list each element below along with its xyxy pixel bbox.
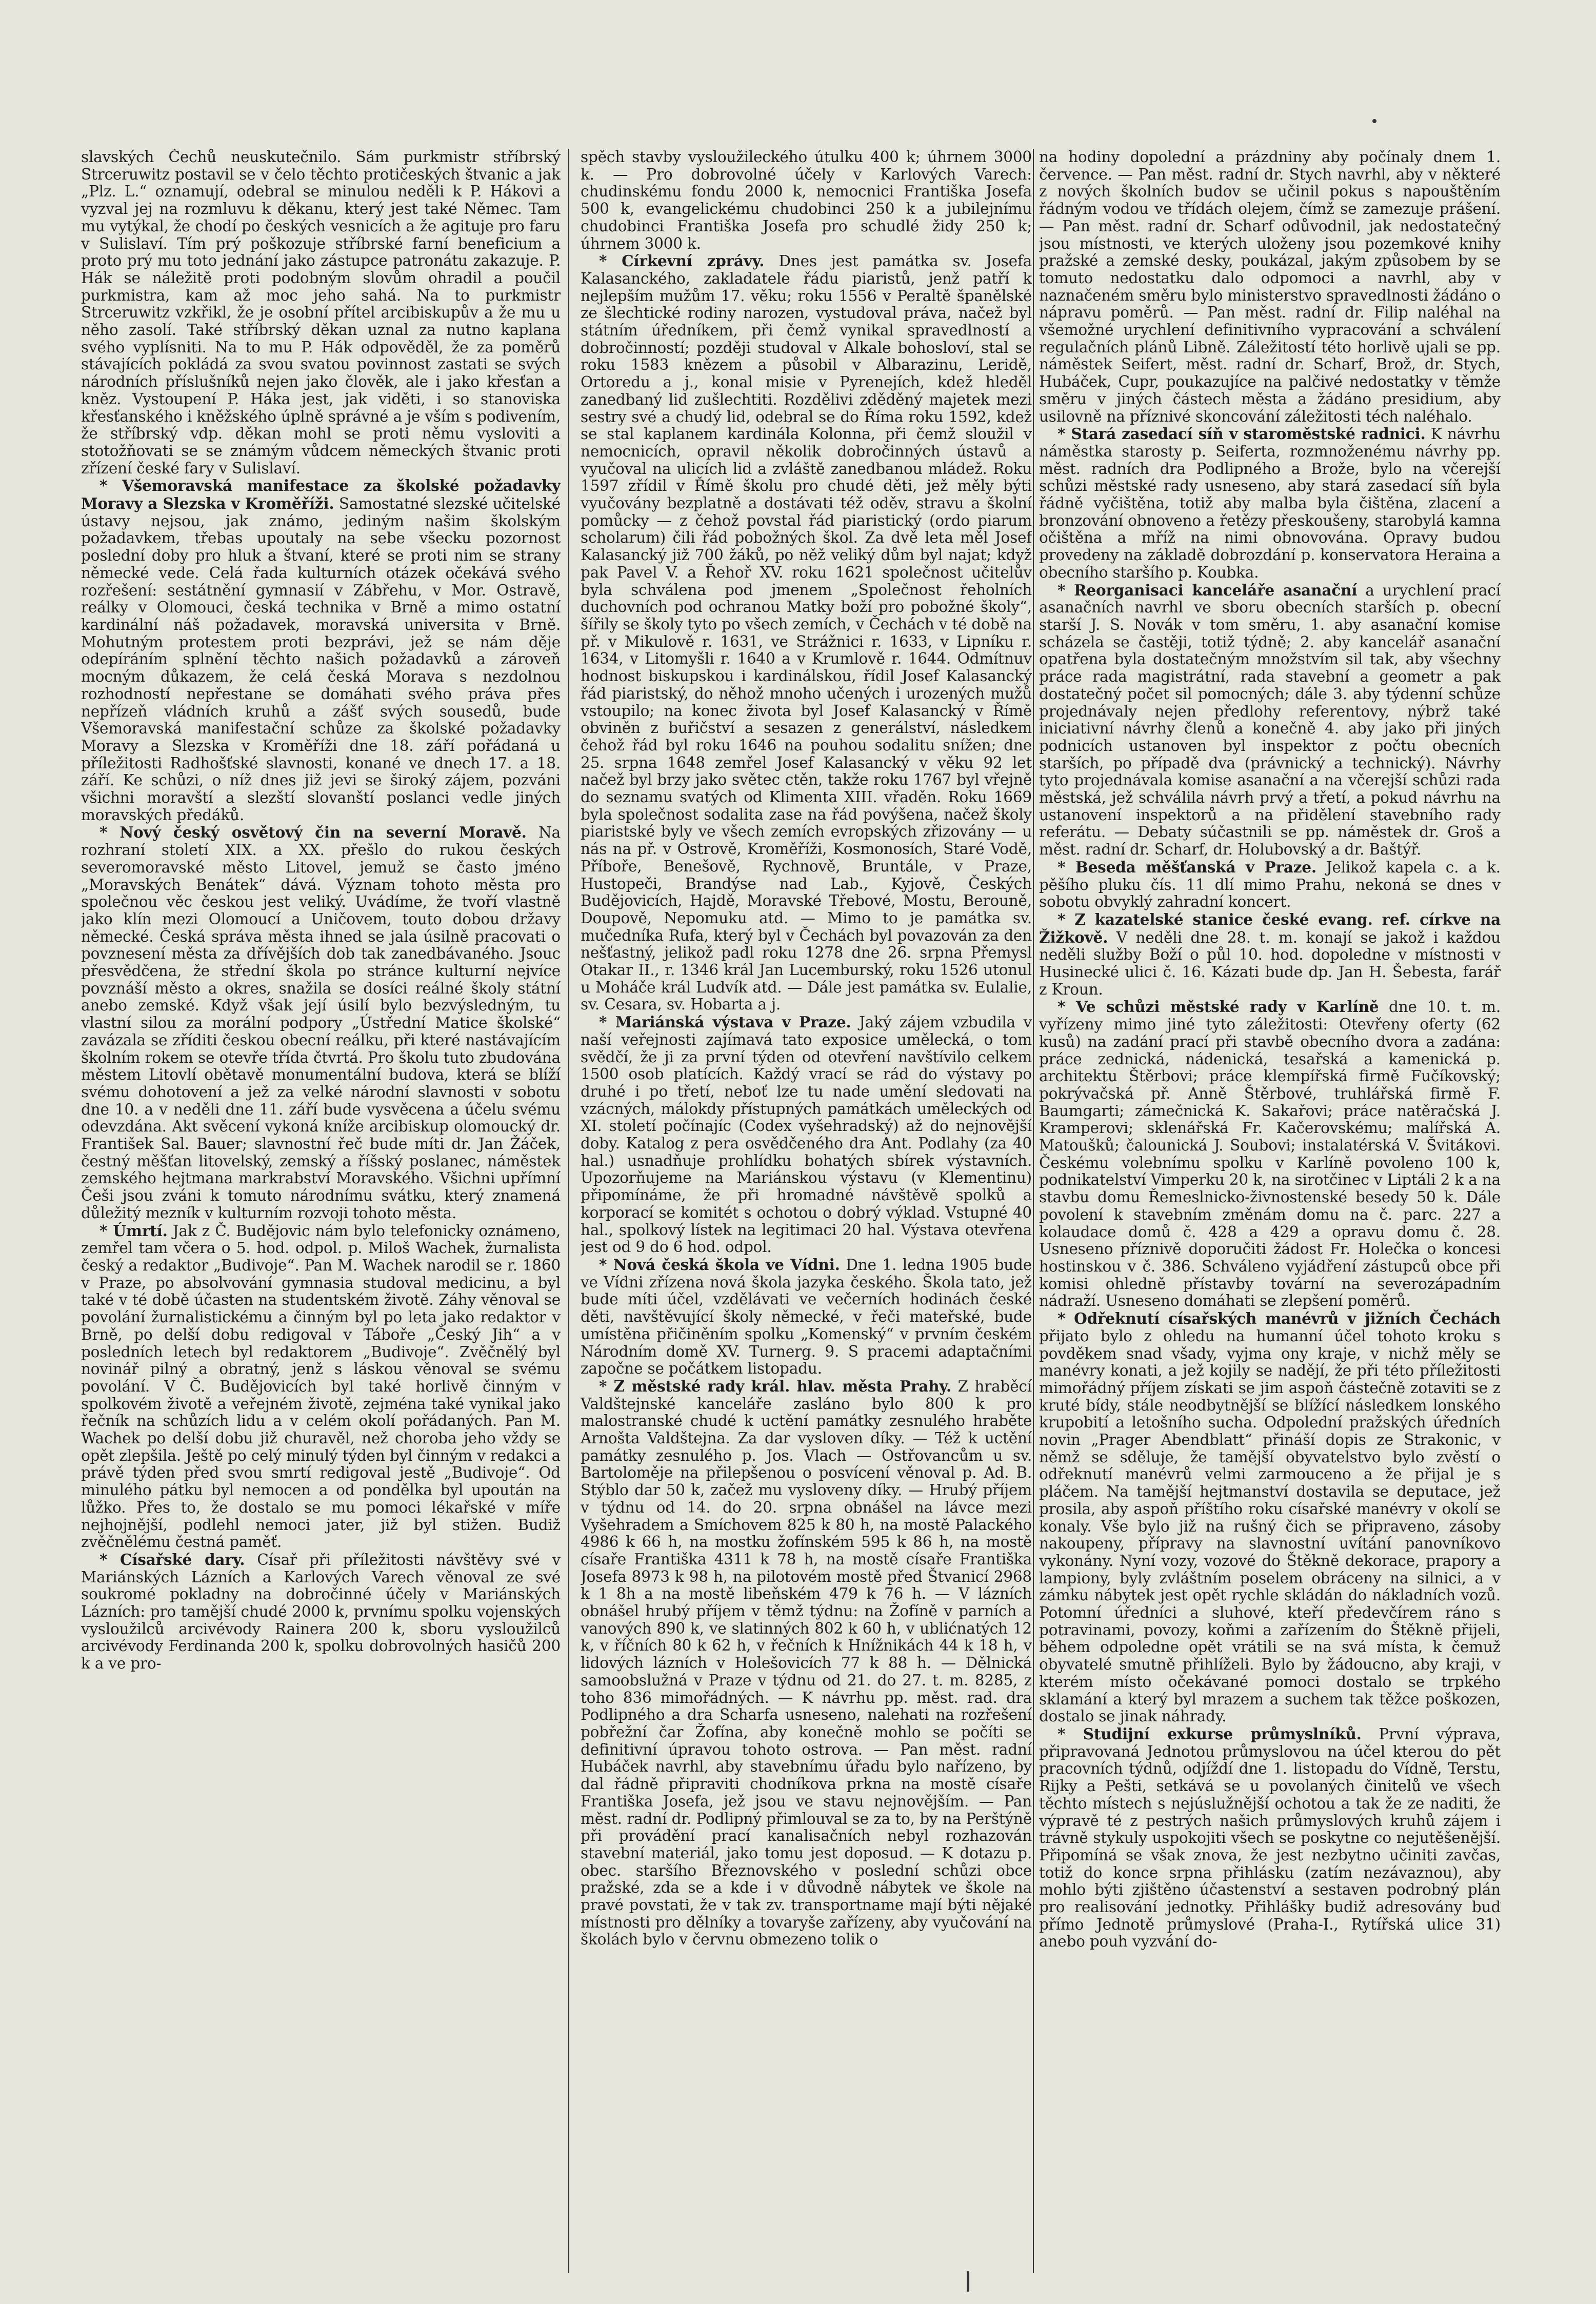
- article-headline: * Nový český osvětový čin na severní Moravě.: [99, 823, 527, 842]
- article-paragraph: [581, 1256, 1032, 1378]
- article-headline: * Beseda měšťanská v Praze.: [1058, 858, 1316, 876]
- article-paragraph: [1039, 859, 1501, 911]
- article-body: Jaký zájem vzbudila v naší veřejnosti zajímavá tato exposice umělecká, o tom svědčí, že ji za první týden od otevření navštívilo celkem 1500 osob platících. Každý vrací se rád do výstavy po druhé i po třetí, neboť lze tu nade umění sledovati na vzácných, málokdy přístupných památkách uměleckých od XI. století počínajíc (Codex vyšehradský) až do nejnovější doby. Katalog z pera osvědčeného dra Ant. Podlahy (za 40 hal.) usnadňuje prohlídku bohatých sbírek výstavních. Upozorňujeme na Mariánskou výstavu (v Klementinu) připomínáme, že při hromadné návštěvě spolků a korporací se komitét s ochotou o dobrý výklad. Vstupné 40 hal., spolkový lístek na legitimaci 20 hal. Výstava otevřena jest od 9 do 6 hod. odpol.: [581, 1014, 1032, 1256]
- text-column-1: [81, 149, 561, 2273]
- article-paragraph: [1039, 1310, 1501, 1725]
- article-continuation: [581, 149, 1032, 252]
- article-headline: * Reorganisaci kanceláře asanační: [1058, 581, 1358, 599]
- article-headline: * Nová česká škola ve Vídni.: [599, 1256, 840, 1274]
- article-body: Dnes jest památka sv. Josefa Kalasanckého, zakladatele řádu piaristů, jenž patří k nejlepším mužům 17. věku; roku 1556 v Peraltě španělské ze šlechtické rodiny narozen, vystudoval práva, načež byl státním úředníkem, při čemž vynikal spravedlností a dobročinností; později studoval v Alkale bohosloví, stal se roku 1583 knězem a působil v Albarazinu, Leridě, Ortoredu a j., konal misie v Pyrenejích, kdež hleděl zanedbaný lid zušlechtiti. Rozdělivi zděděný majetek mezi sestry své a chudý lid, odebral se do Říma roku 1592, kdež se stal kaplanem kardinála Kolonna, při čemž sloužil v nemocnicích, opravil několik dobročinných ústavů a vyučoval na ulicích lid a zvláště zanedbanou mládež. Roku 1597 zřídil v Římě školu pro chudé děti, jež měly býti vyučovány bezplatně a dostávati též oděv, stravu a školní pomůcky — z čehož povstal řád piaristický (ordo piarum scholarum) čili řád pobožných škol. Za dvě leta měl Josef Kalasancký již 700 žáků, po něž veliký dům byl najat; když pak Pavel V. a Řehoř XV. roku 1621 společnost učitelův byla schválena pod jmenem „Společnost řeholních duchovních pod ochranou Matky boží pro pobožné školy“, šířily se školy tyto po všech zemích, v Čechách v té době na př. v Mikulově r. 1631, ve Strážnici r. 1633, v Lipníku r. 1634, v Litomyšli r. 1640 a v Krumlově r. 1644. Odmítnuv hodnost biskupskou i kardinálskou, řídil Josef Kalasancký řád piaristský, do něhož mnoho učených i urozených mužů vstoupilo; na konec života byl Josef Kalasancký v Římě obviněn z buřičství a sesazen z generálství, následkem čehož řád byl roku 1646 na pouhou sodalitu snížen; dne 25. srpna 1648 zemřel Josef Kalasancký v věku 92 let načež byl brzy jako světec ctěn, takže roku 1767 byl vřejně do seznamu svatých od Klimenta XIII. vřaděn. Roku 1669 byla společnost sodalita zase na řád povýšena, načež školy piaristské byly ve všech zemích evropských zřizovány — u nás na př. v Ostrově, Kroměříži, Kosmonosích, Staré Vodě, Příboře, Benešově, Rychnově, Bruntále, v Praze, Hustopeči, Brandýse nad Lab., Kyjově, Českých Budějovicích, Hajdě, Moravské Třebové, Mostu, Berouně, Doupově, Nepomuku atd. — Mimo to je památka sv. mučedníka Rufa, který byl v Čechách byl povazován za den nešťastný, jelikož padl roku 1278 dne 26. srpna Přemysl Otakar II., r. 1346 král Jan Lucemburský, roku 1526 utonul u Moháče král Ludvík atd. — Dále jest památka sv. Eulalie, sv. Cesara, sv. Hobarta a j.: [581, 252, 1032, 1014]
- article-body: Dne 1. ledna 1905 bude ve Vídni zřízena nová škola jazyka českého. Škola tato, jež bude míti účel, vzdělávati ve večerních hodinách české děti, navštěvující školy německé, v řeči mateřské, bude umístěna přičiněním spolku „Komenský“ v prvním českém Národním domě XV. Turnerg. 9. S pracemi adaptačními započne se počátkem listopadu.: [581, 1256, 1032, 1378]
- article-headline: * Stará zasedací síň v staroměstské radnici.: [1058, 425, 1426, 443]
- article-headline: * Ve schůzi městské rady v Karlíně: [1058, 998, 1379, 1016]
- article-headline: * Odřeknutí císařských manévrů v jižních Čechách: [1058, 1309, 1501, 1328]
- article-paragraph: [81, 1222, 561, 1551]
- article-paragraph: [81, 1551, 561, 1673]
- article-headline: * Studijní exkurse průmyslníků.: [1058, 1724, 1362, 1743]
- article-headline: * Z kazatelské stanice české evang. ref. církve na Žižkově.: [1039, 910, 1501, 946]
- article-paragraph: [581, 1378, 1032, 1949]
- article-body: Jak z Č. Budějovic nám bylo telefonicky oznámeno, zemřel tam včera o 5. hod. odpol. p. Miloš Wachek, žurnalista český a redaktor „Budivoje“. Pan M. Wachek narodil se r. 1860 v Praze, po absolvování gymnasia studoval medicinu, a byl také v té době účasten na studentském životě. Záhy věnoval se povolání žurnalistickému a činným byl po leta jako redaktor v Brně, po delší dobu redigoval v Táboře „Český Jih“ a v posledních letech byl redaktorem „Budivoje“. Zvěčnělý byl novinář pilný a obratný, jenž s láskou věnoval se svému povolání. V Č. Budějovicích byl také horlivě činným v spolkovém životě a veřejném životě, zejména také vynikal jako řečník na schůzích lidu a v celém okolí pořádaných. Pan M. Wachek po delší dobu již churavěl, než choroba jeho vždy se opět zlepšila. Ještě po celý minulý týden byl činným v redakci a právě týden před svou smrtí redigoval jestě „Budivoje“. Od minulého pátku byl nemocen a od pondělka byl upoután na lůžko. Přes to, že dostalo se mu pomoci lékařské v míře nejhojnější, podlehl nemoci jater, již byl stižen. Budiž zvěčnělému čestná paměť.: [81, 1222, 561, 1551]
- article-body: dne 10. t. m. vyřízeny mimo jiné tyto záležitosti: Otevřeny oferty (62 kusů) na zadání prací při stavbě obecního dvora a zadána: práce zednická, nádenická, tesařská a kamenická p. architektu Štěrbovi; práce klempířská firmě Fučíkovský; pokrývačská př. Anně Štěrbové, truhlářská firmě F. Baumgarti; zámečnická K. Sakařovi; práce natěračská J. Kramperovi; sklenářská Fr. Kačerovskému; malířská A. Matoušků; čalounická J. Soubovi; instalatérská V. Švitákovi. Českému volebnímu spolku v Karlíně povoleno 100 k, podnikatelství Vimperku 20 k, na sirotčinec v Liptáli 2 k a na stavbu domu Řemeslnicko-živnostenské besedy 50 k. Dále povolení k stavebním změnám domu na č. parc. 227 a kolaudace domů č. 428 a 429 a opravu domu č. 28. Usneseno příznivě doporučiti žádost Fr. Holečka o koncesi hostinskou v č. 386. Schváleno vyjádření zástupců obce při komisi ohledně přístavby tovární na severozápadním nádraží. Usneseno domáhati se zlepšení poměrů.: [1039, 998, 1501, 1310]
- article-body: přijato bylo z ohledu na humanní účel tohoto kroku s povděkem snad všady, vyjma ony kraje, v nichž měly se manévry konati, a jež kojily se nadějí, že při této příležitosti mimořádný příjem získati se jim aspoň částečně zotaviti se z kruté bídy, stále neodbytnější se blížící následkem lonského krupobití a letošního sucha. Odpolední pražských úředních novin „Prager Abendblatt“ přináší dopis ze Strakonic, v němž se sděluje, že tamější obyvatelstvo bylo zvěstí o odřeknutí manévrů velmi zarmouceno a že přijal je s pláčem. Na tamější hejtmanství dostavila se deputace, jež prosila, aby aspoň příštího roku císařské manévry v okolí se konaly. Vše bylo již na rušný čich se připraveno, zásoby nakoupeny, přípravy na slavnostní uvítání panovníkovo vykonány. Nyní vozy, vozové do Štěkně dekorace, prapory a lampiony, byly zvláštním poselem obráceny na silnici, a v zámku nábytek jest opět rychle skládán do nákladních vozů. Potomní úředníci a sluhové, kteří předevčírem ráno s potravinami, povozy, koňmi a zařízením do Štěkně přijeli, během odpoledne opět vrátili se na svá místa, k čemuž obyvatelé smutně přihlíželi. Bylo by žádoucno, aby kraji, v kterém místo očekávané pomoci dostalo se trpkého sklamání a který byl mrazem a suchem tak těžce poškozen, dostalo se jinak náhrady.: [1039, 1327, 1501, 1725]
- article-body: K návrhu náměstka starosty p. Seiferta, rozmnoženému návrhy pp. měst. radních dra Podlipného a Brože, bylo na včerejší schůzi městské rady usneseno, aby stará zasedací síň byla řádně vyčištěna, totiž aby malba byla čištěna, zlacení a bronzování obnoveno a řetězy přeskoušeny, starobylá kamna očištěna a mříž na nimi obnovována. Opravy budou provedeny na základě dobrozdání p. konservatora Heraina a obecního staršího p. Koubka.: [1039, 425, 1501, 581]
- article-body: a urychlení prací asanačních navrhl ve sboru obecních starších p. obecní starší J. S. Novák v tom směru, 1. aby asanační komise scházela se častěji, totiž týdně; 2. aby kancelář asanační opatřena byla dostatečným množstvím sil tak, aby všechny práce rada magistrátní, rada stavební a geometr a pak dostatečný počet sil pomocných; dále 3. aby týdenní schůze projednávaly nejen předlohy referentovy, nýbrž také iniciativní návrhy členů a konečně 4. aby jako při jiných podnicích ustanoven byl inspektor z počtu obecních starších, po případě dva (právnický a technický). Návrhy tyto projednávala komise asanační a na včerejší schůzi rada městská, jež schválila návrh prvý a třetí, a pokud návrhu na ustanovení inspektorů a na přidělení stavebního rady referátu. — Debaty súčastnili se pp. náměstek dr. Groš a měst. radní dr. Scharf, dr. Holubovský a dr. Baštýř.: [1039, 581, 1501, 859]
- article-paragraph: [81, 477, 561, 824]
- article-paragraph: [1039, 998, 1501, 1310]
- article-paragraph: [581, 1014, 1032, 1256]
- article-body: spěch stavby vysloužileckého útulku 400 k; úhrnem 3000 k. — Pro dobrovolné účely v Karlových Varech: chudinskému fondu 2000 k, nemocnici Františka Josefa 500 k, evangelickému chudobinci 250 k a jubilejnímu chudobinci Františka Josefa pro schudlé židy 250 k; úhrnem 3000 k.: [581, 149, 1032, 252]
- article-continuation: [1039, 149, 1501, 425]
- column-rule: [1033, 149, 1034, 2273]
- article-paragraph: [1039, 1725, 1501, 1951]
- print-speck: [967, 2271, 969, 2292]
- article-headline: * Církevní zprávy.: [599, 252, 765, 270]
- article-paragraph: [1039, 425, 1501, 581]
- article-paragraph: [1039, 582, 1501, 859]
- text-column-3: [1039, 149, 1501, 2273]
- article-body: na hodiny dopolední a prázdniny aby počínaly dnem 1. července. — Pan měst. radní dr. Stych navrhl, aby v některé z nových školních budov se učinil pokus s napouštěním řádným vodou ve třídách olejem, čímž se zamezuje prášení. — Pan měst. radní dr. Scharf odůvodnil, jak nedostatečný jsou místnosti, ve kterých uloženy jsou pozemkové knihy pražské a zemské desky, poukázal, jakým způsobem by se tomuto nedostatku dalo odpomoci a navrhl, aby v naznačeném směru bylo ministerstvo spravedlnosti žádáno o nápravu poměrů. — Pan měst. radní dr. Filip naléhal na všemožné urychlení definitivního vypracování a schválení regulačních plánů Libně. Záležitostí této horlivě ujali se pp. náměstek Seifert, měst. radní dr. Scharf, Brož, dr. Stych, Hubáček, Cupr, poukazujíce na palčivé nedostatky v těmže směru v jiných částech města a žádáno presidium, aby usilovně na příznivé skoncování záležitosti téch naléhalo.: [1039, 149, 1501, 425]
- article-paragraph: [581, 252, 1032, 1014]
- article-body: Jelikož kapela c. a k. pěšího pluku čís. 11 dlí mimo Prahu, nekoná se dnes v sobotu obvyklý zahradní koncert.: [1039, 858, 1501, 911]
- article-paragraph: [1039, 911, 1501, 999]
- article-body: Císař při příležitosti návštěvy své v Mariánských Lázních a Karlových Varech věnoval ze své soukromé pokladny na dobročinné účely v Mariánských Lázních: pro tamější chudé 2000 k, prvnímu spolku vojenských vysloužilců arcivévody Rainera 200 k, sboru vysloužilců arcivévody Ferdinanda 200 k, spolku dobrovolných hasičů 200 k a ve pro-: [81, 1551, 561, 1673]
- article-paragraph: [81, 824, 561, 1222]
- article-body: slavských Čechů neuskutečnilo. Sám purkmistr stříbrský Strceruwitz postavil se v čelo těchto protičeských štvanic a jak „Plz. L.“ oznamují, odebral se minulou neděli k P. Hákovi a vyzval jej na rozmluvu k děkanu, který jest také Němec. Tam mu vytýkal, že chodí po českých vesnicích a že agituje pro faru v Sulislaví. Tím prý poškozuje stříbrské farní beneficium a proto prý mu toto jednání jako zástupce patronátu zakazuje. P. Hák se náležitě proti podobným slovům ohradil a poučil purkmistra, kam až moc jeho sahá. Na to purkmistr Strceruwitz vzkřikl, že je osobní přítel arcibiskupův a že mu u něho zasolí. Také stříbrský děkan uznal za nutno kaplana svého vyplísniti. Na to mu P. Hák odpověděl, že za poměrů stávajících pokládá za svou svatou povinnost zastati se svých národních příslušníků nejen jako člověk, ale i jako křesťan a kněz. Vystoupení P. Háka jest, jak viděti, i so stanoviska křesťanského i kněžského úplně správné a je vším s podivením, že stříbrský vdp. děkan mohl se proti němu vysloviti a stotožňovati se se známým vůdcem německých štvanic proti zřízení české fary v Sulislaví.: [81, 149, 561, 477]
- text-column-2: [581, 149, 1032, 2273]
- article-headline: * Císařské dary.: [99, 1550, 245, 1568]
- article-headline: * Z městské rady král. hlav. města Prahy.: [599, 1377, 952, 1395]
- article-headline: * Všemoravská manifestace za školské požadavky Moravy a Slezska v Kroměříži.: [81, 476, 561, 513]
- article-body: První výprava, připravovaná Jednotou průmyslovou na účel kterou do pět pracovních týdnů, odjíždí dne 1. listopadu do Vídně, Terstu, Rijky a Pešti, setkává se u povolaných činitelů ve všech těchto místech s nejúslužnější ochotou a tak že ze naditi, že výpravě té z pestrých našich průmyslových kruhů zájem i trávně stykuly uspokojiti všech se poskytne co nejutěšenější. Připomíná se však znova, že jest nezbytno učiniti zavčas, totiž do konce srpna přihlásku (zatím nezávaznou), aby mohlo býti zjištěno účastenství a sestaven podrobný plán pro realisování jednotky. Přihlášky budiž adresovány buď přímo Jednotě průmyslové (Praha-I., Rytířská ulice 31) anebo pouh vyzvání do-: [1039, 1725, 1501, 1951]
- article-headline: * Mariánská výstava v Praze.: [599, 1013, 851, 1031]
- print-speck: [1372, 119, 1376, 123]
- article-body: Na rozhraní století XIX. a XX. přešlo do rukou českých severomoravské město Litovel, jemuž se často jméno „Moravských Benátek“ dává. Význam tohoto města pro společnou věc českou jest veliký. Uvádíme, že tvoří vlastně jako klín mezi Olomoucí a Uničovem, touto dobou državy německé. Česká správa města ihned se jala úsilně pracovati o povznesení města za dřívějších dob tak zanedbávaného. Jsouc přesvědčena, že střední škola po stránce kulturní nejvíce povznáší město a okres, snažila se dosíci reálné školy státní anebo zemské. Když však její úsilí bylo bezvýsledným, tu vlastní silou za morální podpory „Ústřední Matice školské“ zavázala se zříditi českou obecní reálku, při které nastávajícím školním rokem se otevře třída čtvrtá. Pro školu tuto zbudována městem Litovlí obětavě monumentální budova, která se blíží svému dohotovení a jež za velké národní slavnosti v sobotu dne 10. a v neděli dne 11. září bude vysvěcena a účelu svému odevzdána. Akt svěcení vykoná kníže arcibiskup olomoucký dr. František Sal. Bauer; slavnostní řeč bude míti dr. Jan Žáček, čestný měšťan litovelský, zemský a říšský poslanec, náměstek zemského hejtmana markrabství Moravského. Všichni upřímní Češi jsou zváni k tomuto národnímu svátku, který znamená důležitý mezník v kulturním rozvoji tohoto města.: [81, 824, 561, 1222]
- article-body: Samostatné slezské učitelské ústavy nejsou, jak známo, jediným našim školským požadavkem, třebas upoutaly na sebe všecku pozornost poslední doby pro hluk a štvaní, které se proti nim se strany německé vede. Celá řada kulturních otázek očekává svého rozřešení: sestátnění gymnasií v Zábřehu, v Mor. Ostravě, reálky v Olomouci, česká technika v Brně a mimo ostatní kardinální náš požadavek, moravská universita v Brně. Mohutným protestem proti bezprávi, jež se nám děje odepíráním splnění těchto našich požadavků a zároveň mocným důkazem, že celá česká Morava s nezdolnou rozhodností nepřestane se domáhati svého práva přes nepřízeň vládních kruhů a zášť svých sousedů, bude Všemoravská manifestační schůze za školské požadavky Moravy a Slezska v Kroměříži dne 18. září pořádaná u příležitosti Radhošťské slavnosti, konané ve dnech 17. a 18. září. Ke schůzi, o níž dnes již jevi se široký zájem, pozváni všichni moravští a slezští slovanští poslanci vedle jiných moravských předáků.: [81, 495, 561, 824]
- article-body: V neděli dne 28. t. m. konají se jakož i každou neděli služby Boží o půl 10. hod. dopoledne v místnosti v Husinecké ulici č. 16. Kázati bude dp. Jan H. Šebesta, farář z Kroun.: [1039, 928, 1501, 998]
- article-body: Z hraběcí Valdštejnské kanceláře zasláno bylo 800 k pro malostranské chudé k uctění památky zesnulého hraběte Arnošta Valdštejna. Za dar vysloven díky. — Též k uctění památky zesnulého p. Jos. Vlach — Ostřovancům u sv. Bartoloměje na přilepšenou o posvícení věnoval p. Ad. B. Stýblo dar 50 k, začež mu vysloveny díky. — Hrubý příjem v týdnu od 14. do 20. srpna obnášel na lávce mezi Vyšehradem a Smíchovem 825 k 80 h, na mostě Palackého 4986 k 66 h, na mostku žofínském 595 k 86 h, na mostě císaře Františka 4311 k 78 h, na mostě císaře Františka Josefa 8973 k 98 h, na pilotovém mostě před Štvanicí 2968 k 1 8h a na mostě libeňském 479 k 76 h. — V lázních obnášel hrubý příjem v těmž týdnu: na Žofíně v parních a vanových 890 k, ve slatinných 802 k 60 h, v ublićnatých 12 k, v říčních 80 k 62 h, v řečních k Hnížnikách 44 k 18 h, v lidových lázních v Holešovicích 77 k 88 h. — Dělnická samoobslužná v Praze v týdnu od 21. do 27. t. m. 8285, z toho 836 mimořádných. — K návrhu pp. měst. rad. dra Podlipného a dra Scharfa usneseno, nalehati na rozřešení pobřežní čar Žofína, aby konečně mohlo se počíti se definitivní úpravou tohoto ostrova. — Pan měst. radní Hubáček navrhl, aby stavebnímu úřadu bylo nařízeno, by dal řádně připraviti chodníkova prkna na mostě císaře Františka Josefa, jež jsou ve stavu nejnovějším. — Pan měst. radní dr. Podlipný přimlouval se za to, by na Perštýně při provádění prací kanalisačních nebyl rozhazován stavební materiál, jako tomu jest doposud. — K dotazu p. obec. staršího Březnovského v poslední schůzi obce pražské, zda se a kde i v důvodně nábytek ve škole na pravé povstati, že v tak zv. transportname mají býti nějaké místnosti pro dělníky a tovaryše zařízeny, aby vyučování na školách bylo v červnu obmezeno tolik o: [581, 1377, 1032, 1949]
- article-headline: * Úmrtí.: [99, 1221, 168, 1240]
- column-rule: [568, 149, 569, 2273]
- article-continuation: [81, 149, 561, 477]
